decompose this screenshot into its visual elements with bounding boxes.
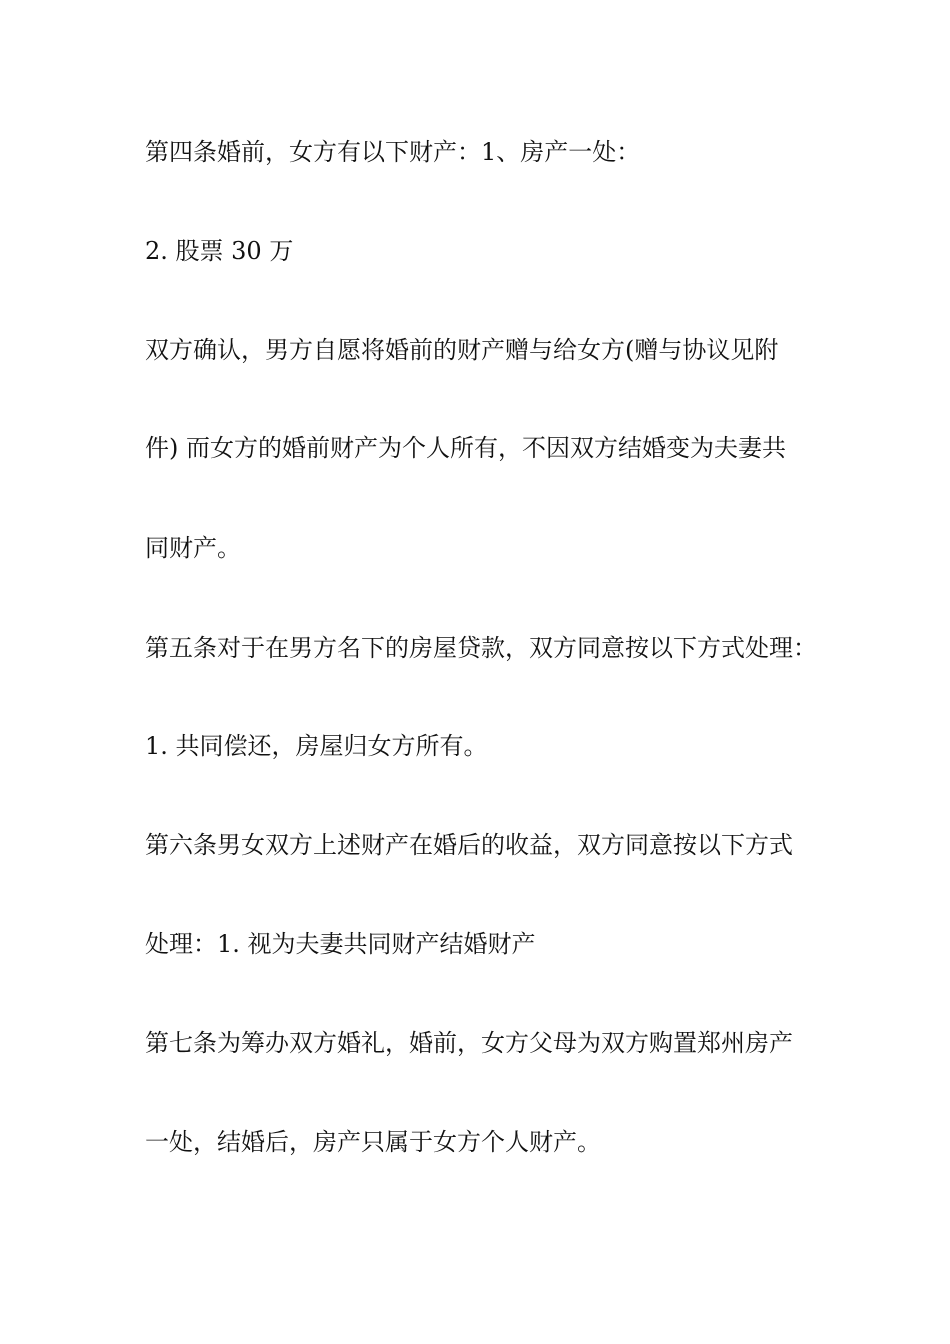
- text-line: 第七条为筹办双方婚礼，婚前，女方父母为双方购置郑州房产: [145, 1029, 793, 1057]
- text-line: 同财产。: [145, 534, 241, 562]
- text-line: 双方确认，男方自愿将婚前的财产赠与给女方(赠与协议见附: [145, 336, 779, 364]
- text-line: 第五条对于在男方名下的房屋贷款，双方同意按以下方式处理：: [145, 634, 817, 662]
- text-line: 件) 而女方的婚前财产为个人所有，不因双方结婚变为夫妻共: [145, 434, 786, 462]
- text-line: 一处，结婚后，房产只属于女方个人财产。: [145, 1128, 601, 1156]
- text-line: 2. 股票 30 万: [145, 237, 294, 265]
- text-line: 第四条婚前，女方有以下财产：1、房产一处：: [145, 138, 641, 166]
- text-line: 第六条男女双方上述财产在婚后的收益，双方同意按以下方式: [145, 831, 793, 859]
- text-line: 处理：1. 视为夫妻共同财产结婚财产: [145, 930, 536, 958]
- text-line: 1. 共同偿还，房屋归女方所有。: [145, 732, 488, 760]
